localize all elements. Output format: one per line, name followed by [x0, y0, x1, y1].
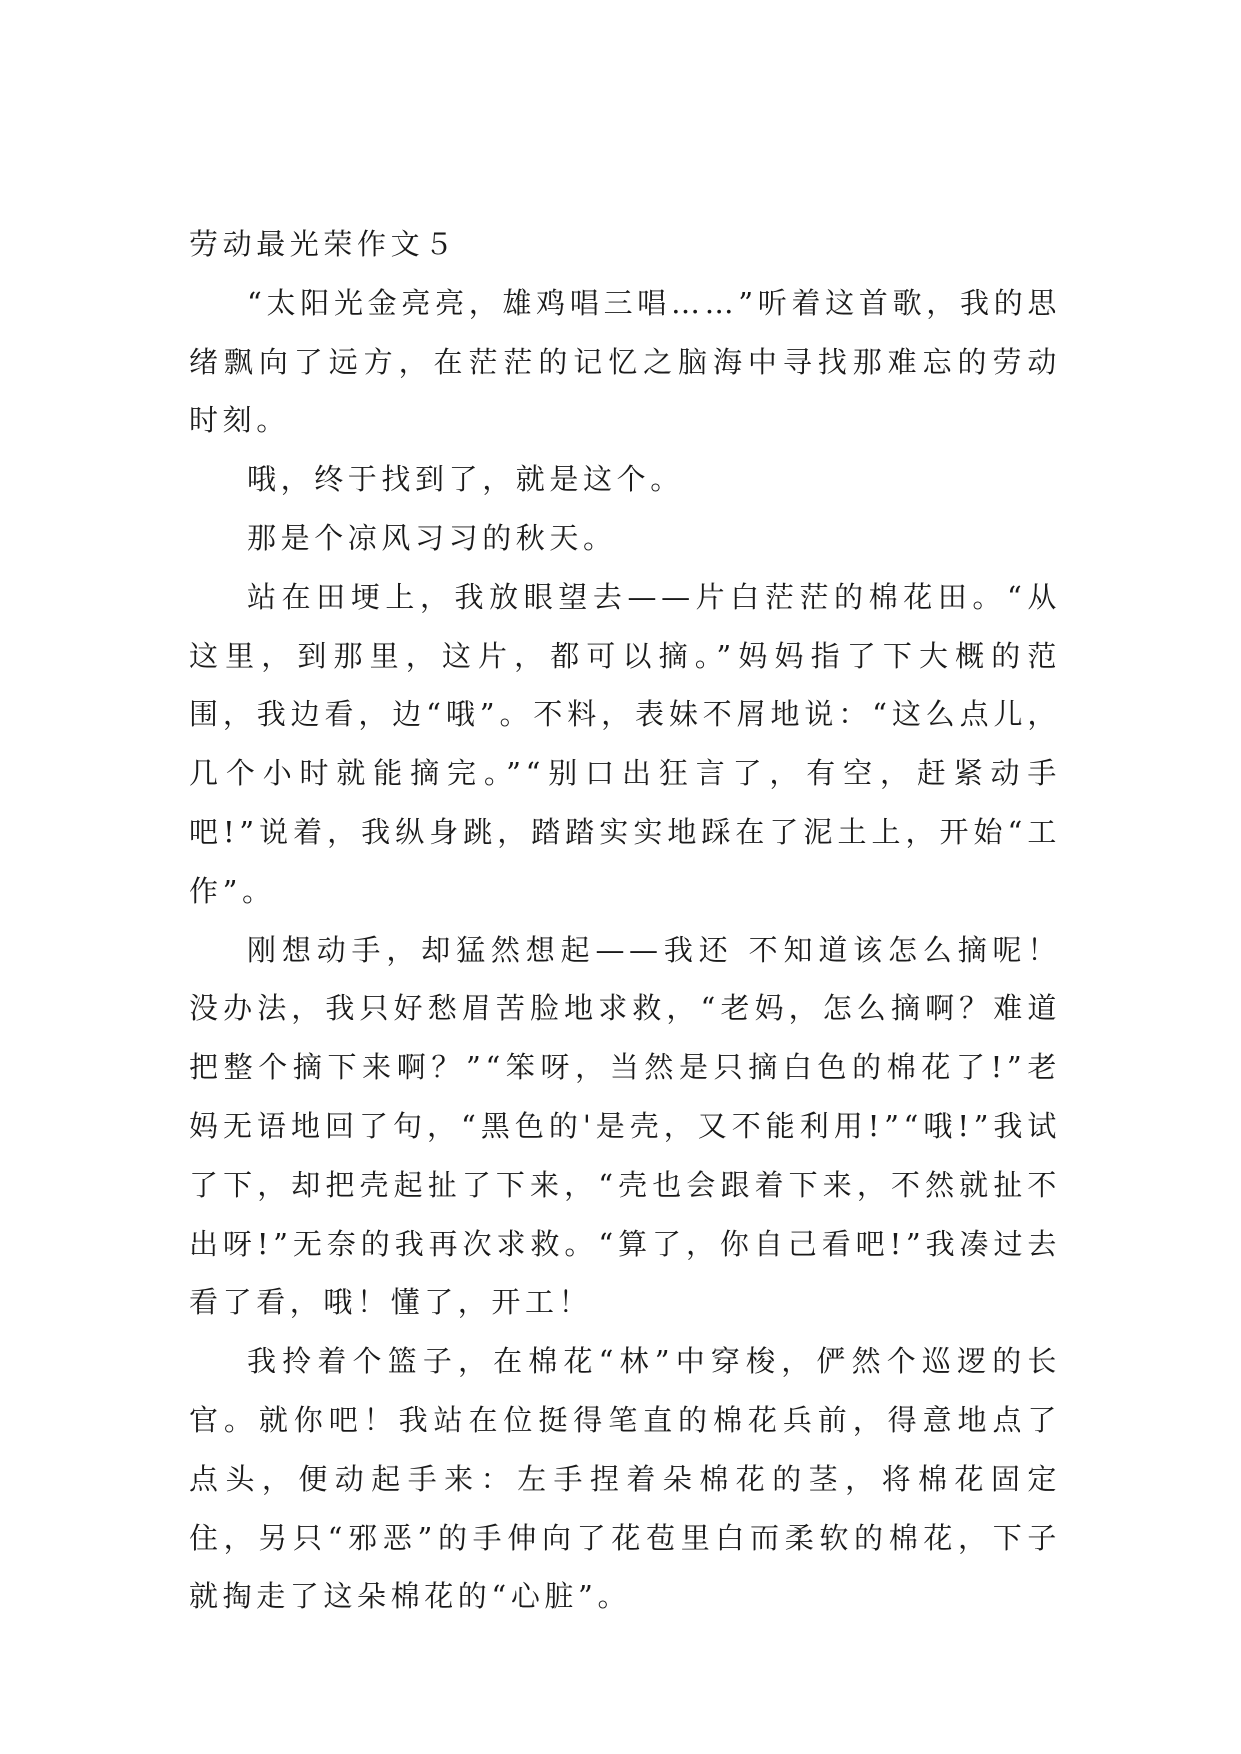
paragraph-intro: “太阳光金亮亮，雄鸡唱三唱……”听着这首歌，我的思绪飘向了远方，在茫茫的记忆之脑海中寻找那难忘的劳动时刻。 — [189, 285, 1061, 438]
paragraph-autumn: 那是个凉风习习的秋天。 — [247, 520, 617, 555]
paragraph-field: 站在田埂上，我放眼望去——片白茫茫的棉花田。“从这里，到那里，这片，都可以摘。”妈妈指了下大概的范围，我边看，边“哦”。不料，表妹不屑地说：“这么点儿，几个小时就能摘完。”“别口出狂言了，有空，赶紧动手吧!”说着，我纵身跳，踏踏实实地踩在了泥土上，开始“工作”。 — [189, 579, 1061, 908]
paragraph-how-to-pick: 刚想动手，却猛然想起——我还 不知道该怎么摘呢！没办法，我只好愁眉苦脸地求救，“老妈，怎么摘啊？难道把整个摘下来啊？”“笨呀，当然是只摘白色的棉花了!”老妈无语地回了句，“黑色的'是壳，又不能利用!”“哦!”我试了下，却把壳起扯了下来，“壳也会跟着下来，不然就扯不出呀!”无奈的我再次求救。“算了，你自己看吧!”我凑过去看了看，哦！懂了，开工！ — [189, 932, 1061, 1320]
paragraph-found: 哦，终于找到了，就是这个。 — [247, 462, 684, 497]
document-page — [189, 215, 1061, 1626]
paragraph-picking: 我拎着个篮子，在棉花“林”中穿梭，俨然个巡逻的长官。就你吧！我站在位挺得笔直的棉花兵前，得意地点了点头，便动起手来：左手捏着朵棉花的茎，将棉花固定住，另只“邪恶”的手伸向了花苞里白而柔软的棉花，下子就掏走了这朵棉花的“心脏”。 — [189, 1344, 1061, 1614]
essay-title: 劳动最光荣作文５ — [189, 227, 458, 261]
